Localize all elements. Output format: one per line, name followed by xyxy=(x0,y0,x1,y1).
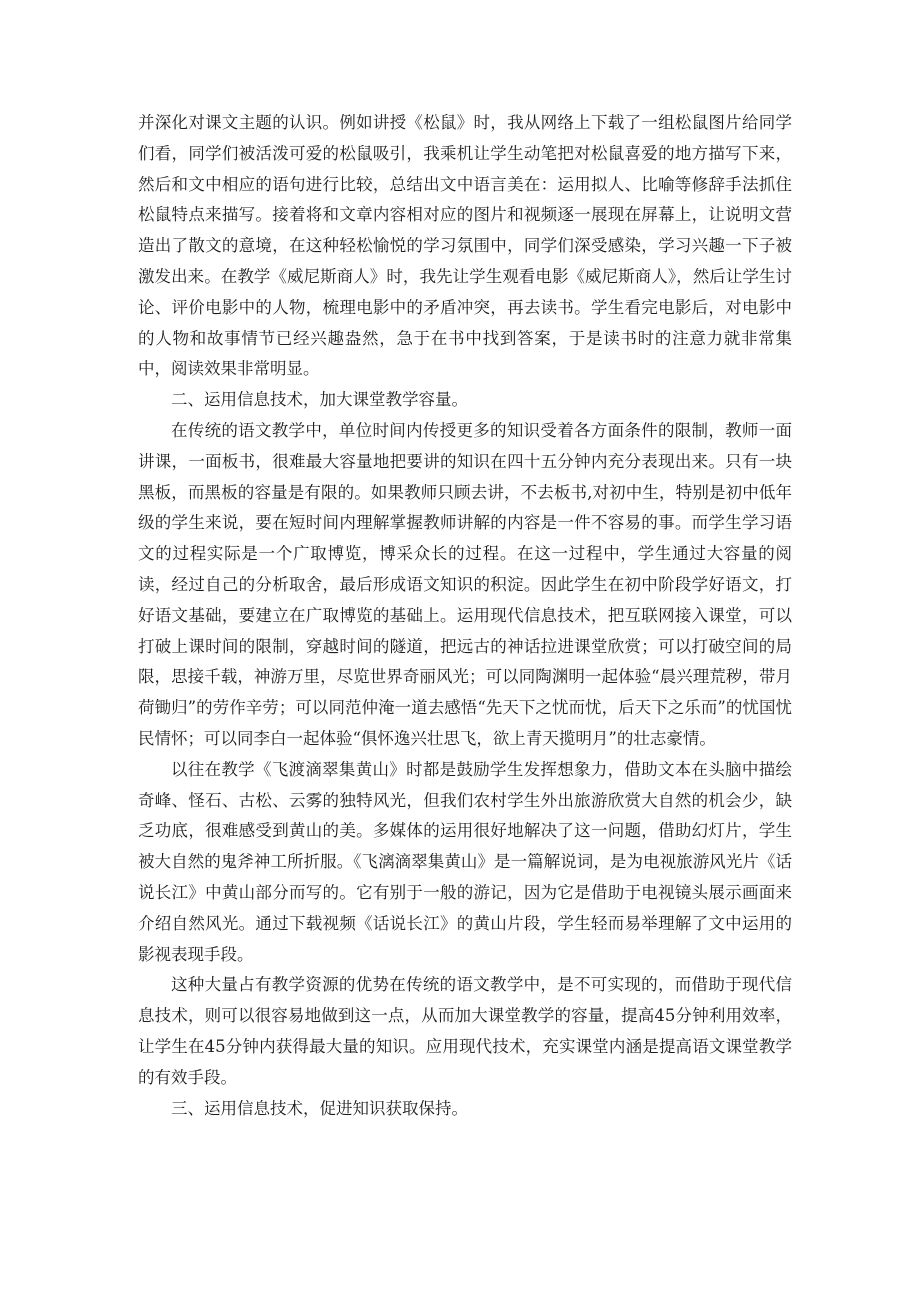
paragraph-traditional-teaching: 在传统的语文教学中，单位时间内传授更多的知识受着各方面条件的限制，教师一面讲课，一面板书，很难最大容量地把要讲的知识在四十五分钟内充分表现出来。只有一块黑板，而黑板的容量是有限的。如果教师只顾去讲，不去板书,对初中生，特别是初中低年级的学生来说，要在短时间内理解掌握教师讲解的内容是一件不容易的事。而学生学习语文的过程实际是一个广取博览，博采众长的过程。在这一过程中，学生通过大容量的阅读，经过自己的分析取舍，最后形成语文知识的积淀。因此学生在初中阶段学好语文，打好语文基础，要建立在广取博览的基础上。运用现代信息技术，把互联网接入课堂，可以打破上课时间的限制，穿越时间的隧道，把远古的神话拉进课堂欣赏；可以打破空间的局限，思接千载，神游万里，尽览世界奇丽风光；可以同陶渊明一起体验“晨兴理荒秽，带月荷锄归”的劳作辛劳；可以同范仲淹一道去感悟“先天下之忧而忧，后天下之乐而”的忧国忧民情怀；可以同李白一起体验“俱怀逸兴壮思飞，欲上青天揽明月”的壮志豪情。 xyxy=(138,420,792,748)
paragraph-huangshan: 以往在教学《飞渡滴翠集黄山》时都是鼓励学生发挥想象力，借助文本在头脑中描绘奇峰、怪石、古松、云雾的独特风光，但我们农村学生外出旅游欣赏大自然的机会少，缺乏功底，很难感受到黄山的美。多媒体的运用很好地解决了这一问题，借助幻灯片，学生被大自然的鬼斧神工所折服。《飞漓滴翠集黄山》是一篇解说词，是为电视旅游风光片《话说长江》中黄山部分而写的。它有别于一般的游记，因为它是借助于电视镜头展示画面来介绍自然风光。通过下载视频《话说长江》的黄山片段，学生轻而易举理解了文中运用的影视表现手段。 xyxy=(138,759,792,964)
paragraph-capacity: 这种大量占有教学资源的优势在传统的语文教学中，是不可实现的，而借助于现代信息技术，则可以很容易地做到这一点，从而加大课堂教学的容量，提高45分钟利用效率，让学生在45分钟内获得最大量的知识。应用现代技术，充实课堂内涵是提高语文课堂教学的有效手段。 xyxy=(138,975,792,1087)
paragraph-continuation: 并深化对课文主题的认识。例如讲授《松鼠》时，我从网络上下载了一组松鼠图片给同学们看，同学们被活泼可爱的松鼠吸引，我乘机让学生动笔把对松鼠喜爱的地方描写下来，然后和文中相应的语句进行比较，总结出文中语言美在：运用拟人、比喻等修辞手法抓住松鼠特点来描写。接着将和文章内容相对应的图片和视频逐一展现在屏幕上，让说明文营造出了散文的意境，在这种轻松愉悦的学习氛围中，同学们深受感染，学习兴趣一下子被激发出来。在教学《威尼斯商人》时，我先让学生观看电影《威尼斯商人》，然后让学生讨论、评价电影中的人物，梳理电影中的矛盾冲突，再去读书。学生看完电影后，对电影中的人物和故事情节已经兴趣盎然，急于在书中找到答案，于是读书时的注意力就非常集中，阅读效果非常明显。 xyxy=(138,113,792,379)
document-page xyxy=(138,108,792,1124)
section-heading-2: 二、运用信息技术，加大课堂教学容量。 xyxy=(171,390,468,410)
section-heading-3: 三、运用信息技术，促进知识获取保持。 xyxy=(171,1098,468,1118)
